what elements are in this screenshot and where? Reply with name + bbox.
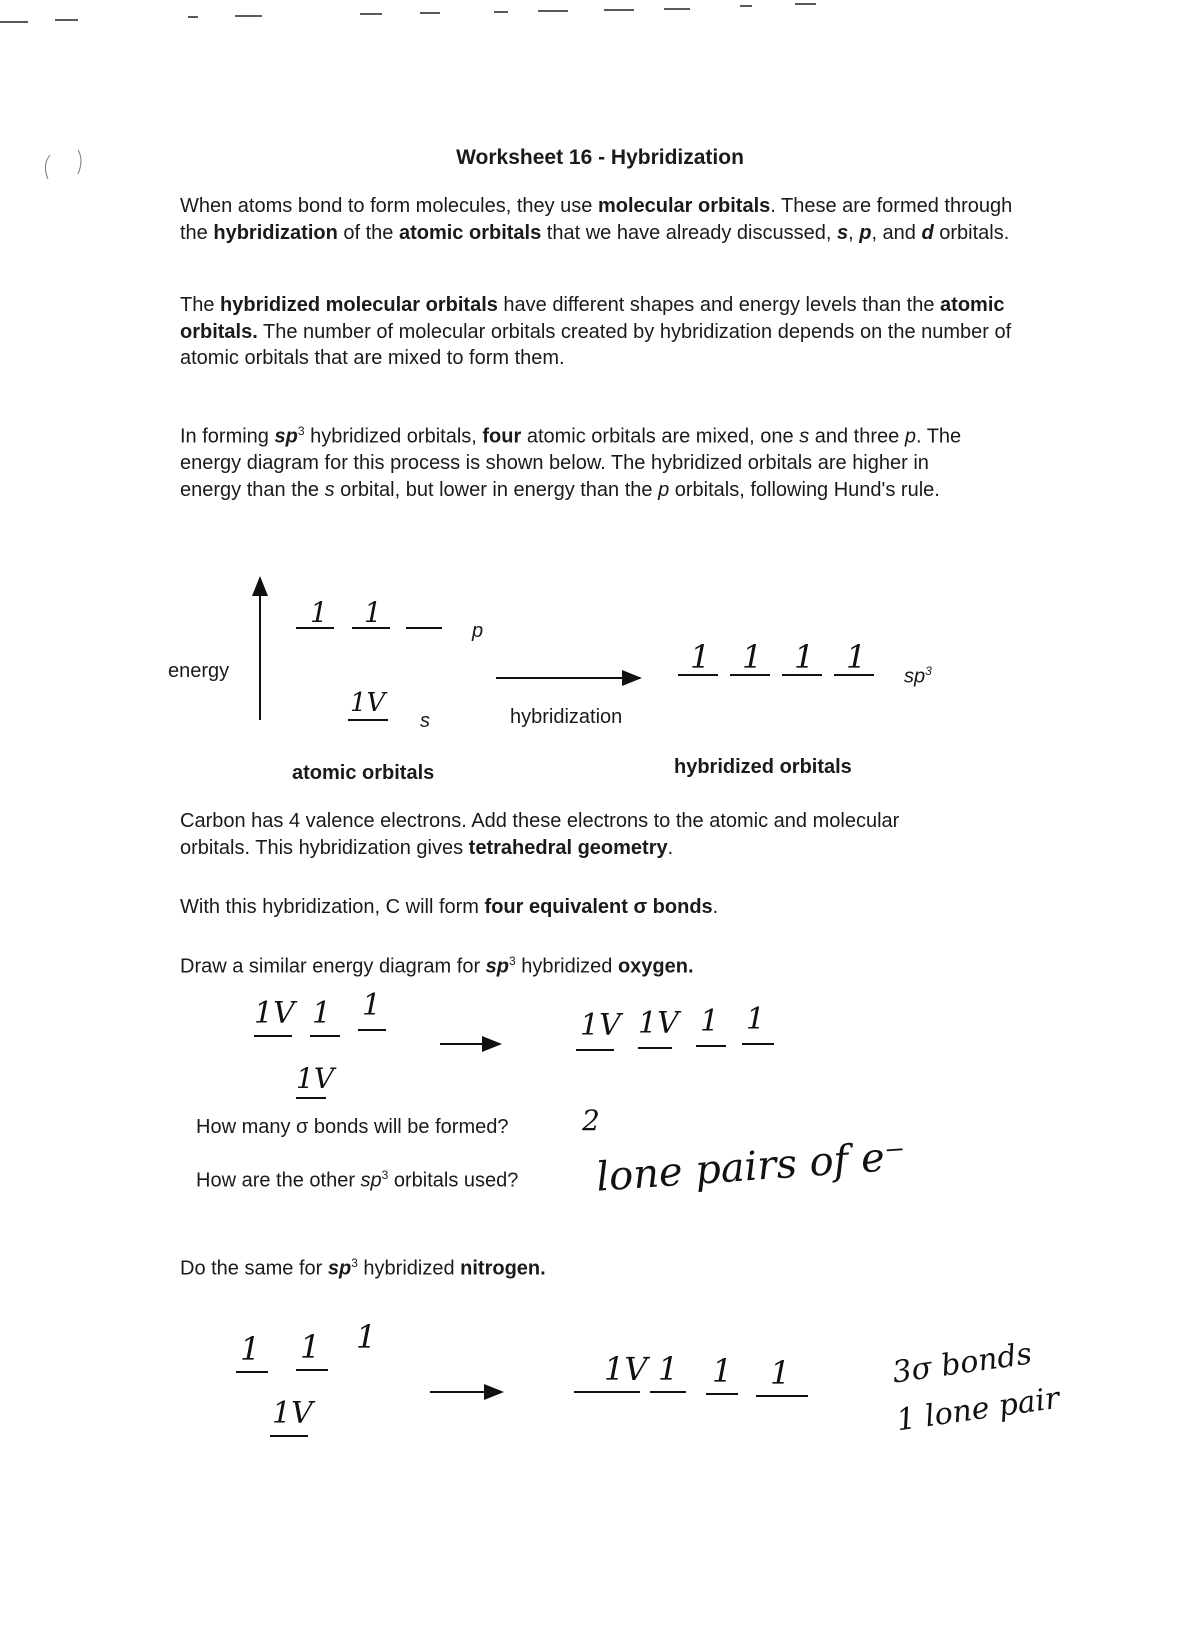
nitrogen-hybrid-mark-1: 1V [604,1350,648,1388]
nitrogen-hybrid-mark-2: 1 [658,1350,679,1388]
p-orbital-mark-1: 1 [310,596,328,629]
oxygen-hybrid-mark-3: 1 [700,1004,720,1039]
oxygen-question-2: How are the other $sp^3$ orbitals used? [196,1168,519,1192]
s-orbital-mark: 1V [350,688,386,718]
p-label: p [472,620,484,642]
oxygen-p-mark-2: 1 [312,996,332,1031]
nitrogen-p-mark-1: 1 [240,1330,261,1368]
hybridized-orbitals-caption: hybridized orbitals [674,756,852,778]
hybridization-arrow-label: hybridization [510,706,623,728]
nitrogen-note-sigma: 3σ bonds [890,1336,1035,1391]
oxygen-hybrid-mark-2: 1V [638,1006,679,1041]
sp3-mark-2: 1 [742,638,763,676]
oxygen-prompt: Draw a similar energy diagram for $sp^3$ hybridized oxygen. [180,954,694,978]
sigma-bonds-line: With this hybridization, C will form four equivalent σ bonds. [180,896,719,918]
oxygen-answer-1: 2 [582,1104,600,1137]
oxygen-answer-2: lone pairs of e⁻ [594,1133,908,1201]
oxygen-question-1: How many σ bonds will be formed? [196,1116,509,1138]
nitrogen-hybrid-mark-4: 1 [770,1354,791,1392]
oxygen-hybrid-mark-4: 1 [746,1002,766,1037]
s-label: s [420,710,430,732]
nitrogen-note-lone-pair: 1 lone pair [894,1380,1062,1439]
intro-paragraph-3: In forming $sp^3$ hybridized orbitals, four atomic orbitals are mixed, one s and three p. The energy diagram for this process is shown below. The hybridized orbitals are higher in energy than the s orbital, but lower in energy than the p orbitals, following Hund's rule. [180,424,962,501]
oxygen-p-mark-1: 1V [254,996,295,1031]
nitrogen-hybrid-mark-3: 1 [712,1352,733,1390]
sp3-label: $sp^3$ [904,664,932,688]
atomic-orbitals-caption: atomic orbitals [292,762,435,784]
intro-paragraph-2: The hybridized molecular orbitals have different shapes and energy levels than the atomic orbitals. The number of molecular orbitals created by hybridization depends on the number of atomic orbitals that are mixed to form them. [180,294,1012,369]
nitrogen-p-mark-3: 1 [356,1318,377,1356]
energy-label: energy [168,660,230,682]
sp3-mark-4: 1 [846,638,867,676]
nitrogen-s-mark: 1V [272,1396,313,1431]
intro-paragraph-1: When atoms bond to form molecules, they use molecular orbitals. These are formed through the hybridization of the atomic orbitals that we have already discussed, s, p, and d orbitals. [180,195,1013,244]
p-orbital-mark-2: 1 [364,596,382,629]
sp3-mark-3: 1 [794,638,815,676]
carbon-paragraph: Carbon has 4 valence electrons. Add these electrons to the atomic and molecular orbitals. This hybridization gives tetrahedral geometry. [180,810,900,859]
nitrogen-p-mark-2: 1 [300,1328,321,1366]
oxygen-s-mark: 1V [296,1062,335,1095]
worksheet-title: Worksheet 16 - Hybridization [456,146,744,169]
oxygen-p-mark-3: 1 [362,988,382,1023]
sp3-mark-1: 1 [690,638,711,676]
nitrogen-prompt: Do the same for $sp^3$ hybridized nitrogen. [180,1256,546,1280]
oxygen-hybrid-mark-1: 1V [580,1008,621,1043]
